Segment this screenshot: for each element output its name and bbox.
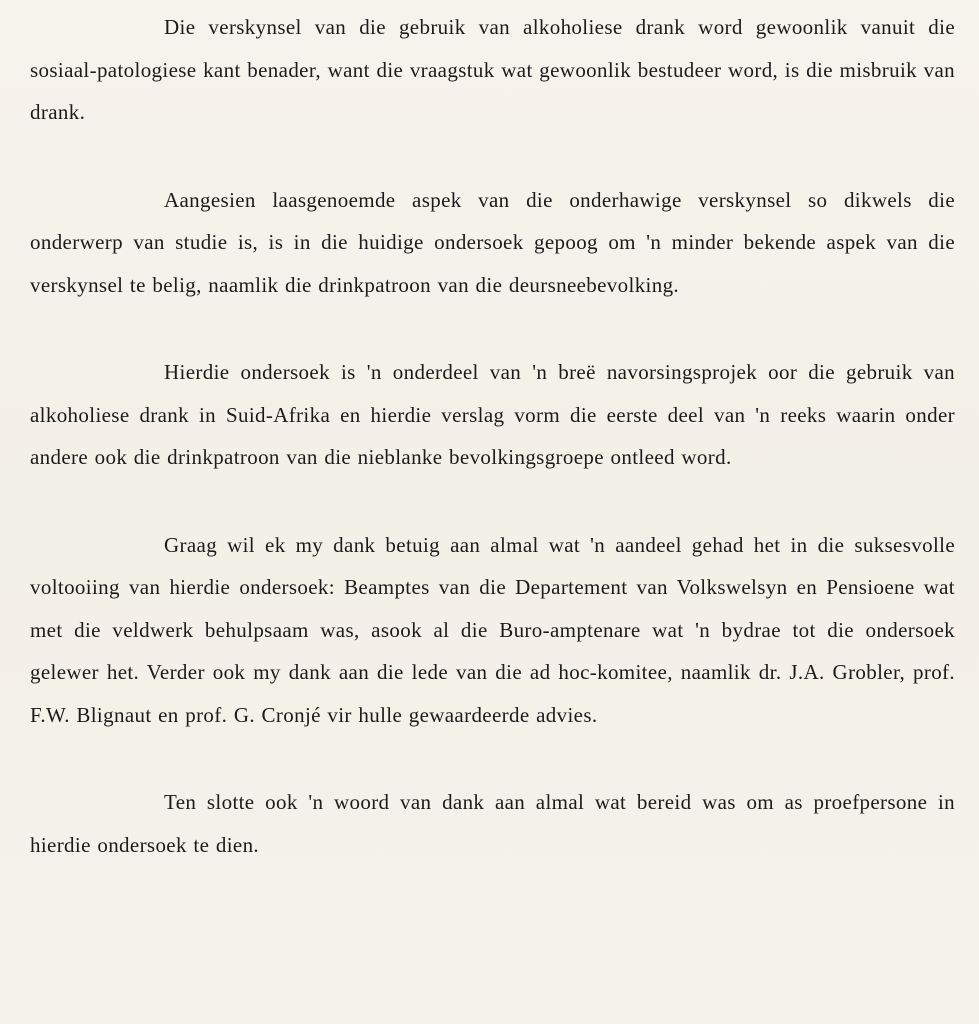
body-text	[30, 6, 955, 866]
paragraph-closing: Ten slotte ook 'n woord van dank aan almal wat bereid was om as proefpersone in hierdie ondersoek te dien.	[30, 790, 955, 857]
paragraph-intro: Die verskynsel van die gebruik van alkoholiese drank word gewoonlik vanuit die sosiaal-patologiese kant benader, want die vraagstuk wat gewoonlik bestudeer word, is die misbruik van drank.	[30, 15, 955, 124]
paragraph-aspect: Aangesien laasgenoemde aspek van die onderhawige verskynsel so dikwels die onderwerp van studie is, is in die huidige ondersoek gepoog om 'n minder bekende aspek van die verskynsel te belig, naamlik die drinkpatroon van die deursneebevolking.	[30, 187, 955, 297]
paragraph-research-project: Hierdie ondersoek is 'n onderdeel van 'n breë navorsingsprojek oor die gebruik van alkoholiese drank in Suid-Afrika en hierdie verslag vorm die eerste deel van 'n reeks waarin onder andere ook die drinkpatroon van die nieblanke bevolkingsgroepe ontleed word.	[30, 360, 955, 469]
paragraph-acknowledgements: Graag wil ek my dank betuig aan almal wat 'n aandeel gehad het in die suksesvolle voltooiing van hierdie ondersoek: Beamptes van die Departement van Volkswelsyn en Pensioene wat met die veldwerk behulpsaam was, asook al die Buro-amptenare wat 'n bydrae tot die ondersoek gelewer het. Verder ook my dank aan die lede van die ad hoc-komitee, naamlik dr. J.A. Grobler, prof. F.W. Blignaut en prof. G. Cronjé vir hulle gewaardeerde advies.	[30, 532, 955, 727]
